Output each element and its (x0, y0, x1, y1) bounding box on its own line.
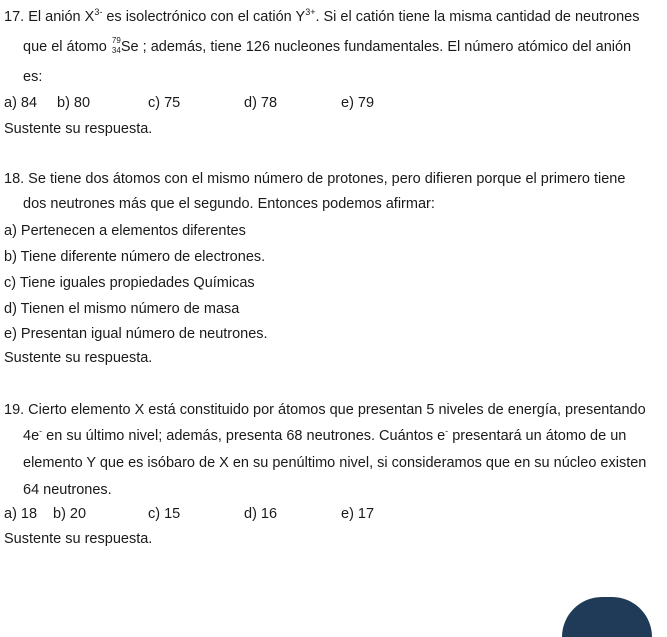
q17-line2-end: Se ; además, tiene 126 nucleones fundamentales. El número atómico del anión (120, 39, 632, 55)
q18-line-2: dos neutrones más que el segundo. Entonces podemos afirmar: (23, 196, 435, 212)
q18-option-d: d) Tienen el mismo número de masa (4, 301, 240, 317)
q17-line-3: es: (23, 69, 43, 85)
q17-option-b: b) 80 (57, 95, 91, 111)
q17-line-2 (23, 38, 631, 56)
q18-option-e: e) Presentan igual número de neutrones. (4, 326, 268, 342)
q17-option-d: d) 78 (244, 95, 278, 111)
q19-option-d: d) 16 (244, 506, 278, 522)
q19-line-2 (23, 427, 626, 445)
corner-shape (562, 597, 652, 637)
electron-charge-2: - (445, 426, 449, 437)
q17-text-cont: es isolectrónico con el catión Y (102, 9, 306, 25)
q19-option-c: c) 15 (148, 506, 181, 522)
q18-option-a: a) Pertenecen a elementos diferentes (4, 223, 246, 239)
q17-option-e: e) 79 (341, 95, 375, 111)
anion-charge: 3- (94, 7, 103, 18)
q18-option-c: c) Tiene iguales propiedades Químicas (4, 275, 255, 291)
q19-line-4: 64 neutrones. (23, 482, 112, 498)
cation-charge: 3+ (305, 7, 316, 18)
q17-text: El anión X (28, 9, 95, 25)
q19-line2-mid: en su último nivel; además, presenta 68 neutrones. Cuántos e (42, 428, 446, 444)
q19-support: Sustente su respuesta. (4, 531, 153, 547)
electron-charge: - (39, 426, 43, 437)
q18-option-b: b) Tiene diferente número de electrones. (4, 249, 266, 265)
q17-line2-start: que el átomo (23, 39, 111, 55)
q17-option-a: a) 84 (4, 95, 38, 111)
q19-option-e: e) 17 (341, 506, 375, 522)
mass-number: 79 (111, 36, 121, 45)
q19-line-3: elemento Y que es isóbaro de X en su penúltimo nivel, si consideramos que en su núcleo existen (23, 455, 647, 471)
q19-option-a: a) 18 (4, 506, 38, 522)
q17-option-c: c) 75 (148, 95, 181, 111)
q17-text-end: . Si el catión tiene la misma cantidad de neutrones (315, 9, 640, 25)
q17-line-1 (4, 8, 639, 26)
q18-support: Sustente su respuesta. (4, 350, 153, 366)
nuclide-symbol (111, 38, 121, 56)
q19-line-1: 19. Cierto elemento X está constituido por átomos que presentan 5 niveles de energía, presentando (4, 402, 646, 418)
q19-line2-end: presentará un átomo de un (448, 428, 627, 444)
q17-support: Sustente su respuesta. (4, 121, 153, 137)
q19-electrons: 4e (23, 428, 40, 444)
q18-line-1: 18. Se tiene dos átomos con el mismo número de protones, pero difieren porque el primero tiene (4, 171, 626, 187)
q17-number: 17. (4, 9, 25, 25)
q19-option-b: b) 20 (53, 506, 87, 522)
atomic-number: 34 (111, 46, 121, 55)
